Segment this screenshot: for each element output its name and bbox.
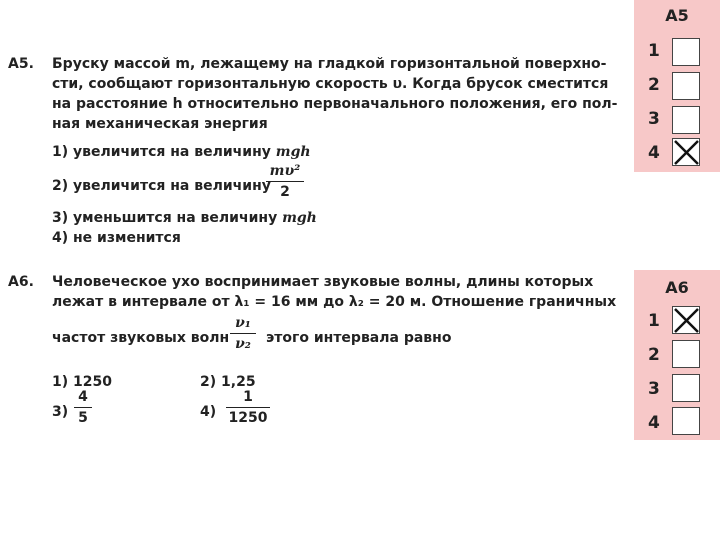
answer-option-3 <box>52 208 317 228</box>
answer-number: 2 <box>648 345 660 365</box>
answer-option-1 <box>52 142 311 162</box>
answer-number: 3 <box>648 109 660 129</box>
answer-number: 1 <box>648 311 660 331</box>
fraction-denominator: 2 <box>280 184 290 200</box>
question-text-line: лежат в интервале от λ₁ = 16 мм до λ₂ = 20 м. Отношение граничных <box>52 294 617 310</box>
question-number: А5. <box>8 56 34 72</box>
question-a5 <box>8 52 618 252</box>
option-formula: mgh <box>275 144 311 160</box>
panel-title: А6 <box>665 278 689 297</box>
panel-title: А5 <box>665 6 689 25</box>
question-a6 <box>8 270 617 440</box>
fraction-numerator: mυ² <box>269 163 301 179</box>
answer-option-3-label: 3) <box>52 404 69 420</box>
answer-checkbox-3[interactable] <box>672 106 700 134</box>
option-text: 2) увеличится на величину <box>52 178 271 194</box>
answer-number: 4 <box>648 143 660 163</box>
question-text-line: Бруску массой m, лежащему на гладкой горизонтальной поверхно- <box>52 56 607 72</box>
answer-checkbox-4[interactable] <box>672 407 700 435</box>
frequency-ratio-fraction <box>230 314 256 353</box>
option-text: 3) уменьшится на величину <box>52 210 283 226</box>
answer-number: 3 <box>648 379 660 399</box>
question-text-line: этого интервала равно <box>266 330 452 346</box>
question-text-line: на расстояние h относительно первоначального положения, его пол- <box>52 96 618 112</box>
option-4-fraction <box>226 388 270 427</box>
answer-number: 4 <box>648 413 660 433</box>
answer-number: 1 <box>648 41 660 61</box>
answer-checkbox-1[interactable] <box>672 38 700 66</box>
fraction-denominator: ν₂ <box>235 336 251 352</box>
answer-option-2: 2) 1,25 <box>200 374 256 390</box>
answer-checkbox-2[interactable] <box>672 340 700 368</box>
question-text-line: сти, сообщают горизонтальную скорость υ. Когда брусок сместится <box>52 76 609 92</box>
answer-checkbox-1[interactable] <box>672 306 700 334</box>
question-number: А6. <box>8 274 34 290</box>
fraction-denominator: 5 <box>78 410 88 426</box>
answer-option-2 <box>52 176 271 196</box>
question-text-line: Человеческое ухо воспринимает звуковые волны, длины которых <box>52 274 594 290</box>
fraction-bar <box>266 181 304 182</box>
question-text-line: ная механическая энергия <box>52 116 268 132</box>
answer-number: 2 <box>648 75 660 95</box>
answer-option-4: 4) не изменится <box>52 230 181 246</box>
answer-checkbox-2[interactable] <box>672 72 700 100</box>
answer-option-4-label: 4) <box>200 404 217 420</box>
option-formula: mgh <box>282 210 317 226</box>
option-2-fraction <box>266 162 304 201</box>
option-text: 1) увеличится на величину <box>52 144 276 160</box>
fraction-numerator: ν₁ <box>235 315 251 331</box>
answer-checkbox-3[interactable] <box>672 374 700 402</box>
answer-option-1: 1) 1250 <box>52 374 112 390</box>
question-text-line: частот звуковых волн <box>52 330 230 346</box>
fraction-numerator: 4 <box>78 389 88 405</box>
option-3-fraction <box>74 388 92 427</box>
fraction-bar <box>226 407 270 408</box>
answer-checkbox-4[interactable] <box>672 138 700 166</box>
answer-panel-a6 <box>634 270 720 440</box>
cross-mark-icon <box>673 307 701 335</box>
fraction-bar <box>74 407 92 408</box>
fraction-bar <box>230 333 256 334</box>
answer-panel-a5 <box>634 0 720 172</box>
fraction-numerator: 1 <box>243 389 253 405</box>
cross-mark-icon <box>673 139 701 167</box>
fraction-denominator: 1250 <box>228 410 268 426</box>
